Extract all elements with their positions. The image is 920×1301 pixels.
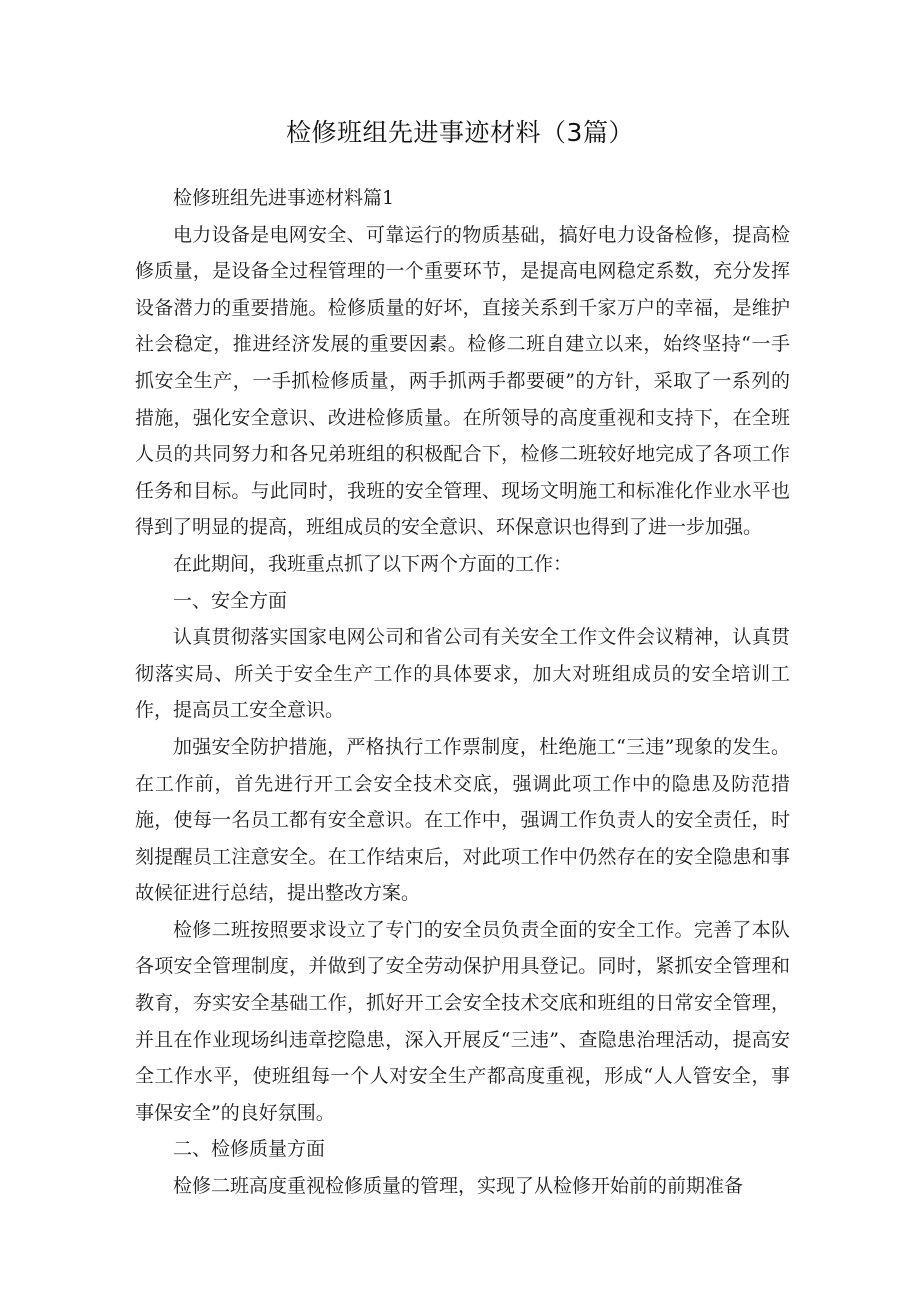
document-title: 检修班组先进事迹材料（3篇） bbox=[286, 118, 634, 147]
paragraph: 在此期间，我班重点抓了以下两个方面的工作： bbox=[173, 552, 573, 575]
paragraph: 检修二班按照要求设立了专门的安全员负责全面的安全工作。完善了本队各项安全管理制度，并做到了安全劳动保护用具登记。同时，紧抓安全管理和教育，夯实安全基础工作，抓好开工会安全技术交底和班组的日常安全管理，并且在作业现场纠违章挖隐患，深入开展反“三违”、查隐患治理活动，提高安全工作水平，使班组每一个人对安全生产都高度重视，形成“人人管安全，事事保安全”的良好氛围。 bbox=[135, 918, 790, 1124]
paragraph: 检修二班高度重视检修质量的管理，实现了从检修开始前的前期准备 bbox=[173, 1175, 744, 1198]
section-heading: 一、安全方面 bbox=[173, 589, 288, 612]
paragraph: 认真贯彻落实国家电网公司和省公司有关安全工作文件会议精神，认真贯彻落实局、所关于安全生产工作的具体要求，加大对班组成员的安全培训工作，提高员工安全意识。 bbox=[135, 626, 790, 722]
section-heading: 检修班组先进事迹材料篇1 bbox=[173, 187, 395, 209]
paragraph: 电力设备是电网安全、可靠运行的物质基础，搞好电力设备检修，提高检修质量，是设备全过程管理的一个重要环节，是提高电网稳定系数，充分发挥设备潜力的重要措施。检修质量的好坏，直接关系到千家万户的幸福，是维护社会稳定，推进经济发展的重要因素。检修二班自建立以来，始终坚持“一手抓安全生产，一手抓检修质量，两手抓两手都要硬”的方针，采取了一系列的措施，强化安全意识、改进检修质量。在所领导的高度重视和支持下，在全班人员的共同努力和各兄弟班组的积极配合下，检修二班较好地完成了各项工作任务和目标。与此同时，我班的安全管理、现场文明施工和标准化作业水平也得到了明显的提高，班组成员的安全意识、环保意识也得到了进一步加强。 bbox=[135, 223, 790, 539]
section-heading: 二、检修质量方面 bbox=[173, 1138, 326, 1161]
paragraph: 加强安全防护措施，严格执行工作票制度，杜绝施工“三违”现象的发生。在工作前，首先进行开工会安全技术交底，强调此项工作中的隐患及防范措施，使每一名员工都有安全意识。在工作中，强调工作负责人的安全责任，时刻提醒员工注意安全。在工作结束后，对此项工作中仍然存在的安全隐患和事故候征进行总结，提出整改方案。 bbox=[135, 735, 790, 905]
document-body bbox=[135, 180, 790, 1205]
